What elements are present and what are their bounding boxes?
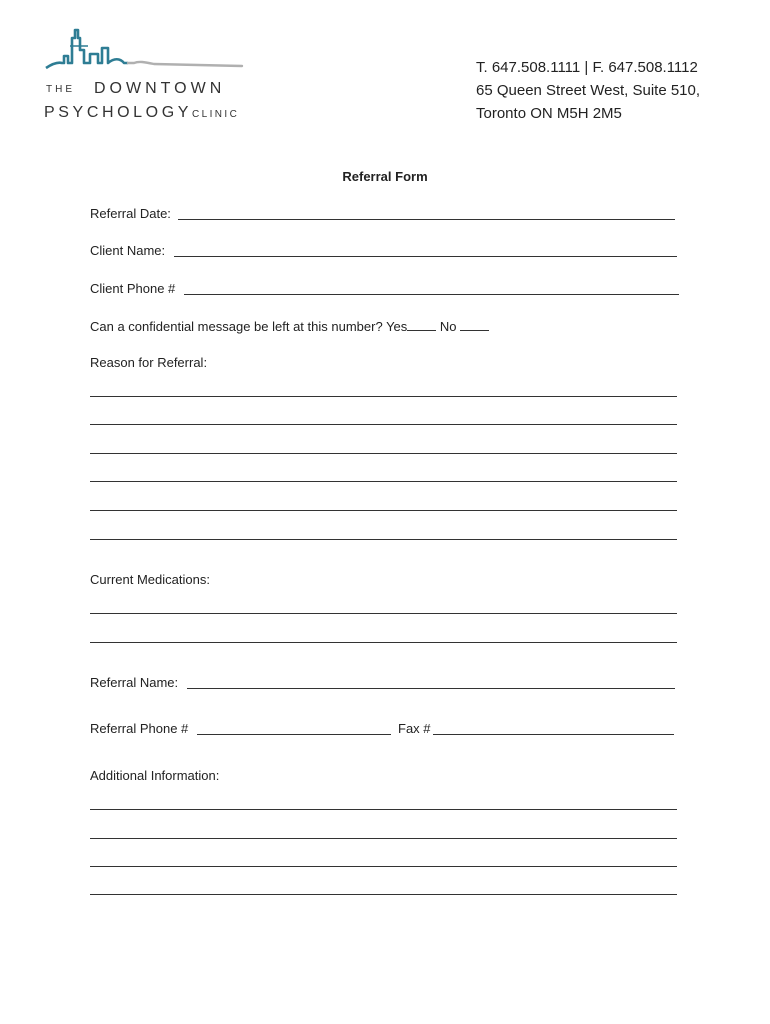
reason-field-line-2[interactable]	[90, 424, 677, 425]
referral-date-row	[90, 206, 171, 221]
additional-info-field-line-1[interactable]	[90, 809, 677, 810]
form-title: Referral Form	[342, 169, 428, 184]
reason-field-line-5[interactable]	[90, 510, 677, 511]
fax-row	[398, 721, 431, 736]
fax-label: Fax #	[398, 721, 431, 736]
client-phone-label: Client Phone #	[90, 281, 176, 296]
contact-info	[476, 56, 700, 125]
referral-name-field[interactable]	[187, 688, 675, 689]
client-name-label: Client Name:	[90, 243, 166, 258]
logo-text-downtown: DOWNTOWN	[94, 80, 226, 97]
confidential-message-row	[90, 318, 489, 334]
logo-psychology: PSYCHOLOGY	[44, 104, 193, 121]
medications-field-line-1[interactable]	[90, 613, 677, 614]
reason-field-line-3[interactable]	[90, 453, 677, 454]
fax-field[interactable]	[433, 734, 674, 735]
medications-label: Current Medications:	[90, 572, 210, 587]
additional-info-row	[90, 768, 219, 783]
referral-date-label: Referral Date:	[90, 206, 171, 221]
client-name-row	[90, 243, 165, 258]
referral-phone-row	[90, 721, 188, 736]
yes-field[interactable]	[407, 318, 436, 331]
reason-field-line-6[interactable]	[90, 539, 677, 540]
referral-date-field[interactable]	[178, 219, 675, 220]
client-name-field[interactable]	[174, 256, 677, 257]
clinic-logo	[44, 28, 254, 128]
medications-field-line-2[interactable]	[90, 642, 677, 643]
confidential-question: Can a confidential message be left at this number?	[90, 319, 383, 334]
referral-phone-label: Referral Phone #	[90, 721, 189, 736]
skyline-icon	[44, 28, 254, 78]
logo-text-psychology	[44, 104, 239, 122]
client-phone-field[interactable]	[184, 294, 679, 295]
reason-label: Reason for Referral:	[90, 355, 208, 370]
reason-row	[90, 355, 207, 370]
logo-text-the: THE	[46, 84, 75, 95]
referral-name-row	[90, 675, 178, 690]
additional-info-field-line-2[interactable]	[90, 838, 677, 839]
client-phone-row	[90, 281, 175, 296]
additional-info-label: Additional Information:	[90, 768, 220, 783]
referral-name-label: Referral Name:	[90, 675, 179, 690]
additional-info-field-line-3[interactable]	[90, 866, 677, 867]
no-label: No	[439, 319, 457, 334]
contact-address-street: 65 Queen Street West, Suite 510,	[476, 82, 701, 99]
reason-field-line-1[interactable]	[90, 396, 677, 397]
yes-label: Yes	[386, 319, 408, 334]
additional-info-field-line-4[interactable]	[90, 894, 677, 895]
medications-row	[90, 572, 210, 587]
contact-address-city: Toronto ON M5H 2M5	[476, 105, 622, 122]
no-field[interactable]	[460, 318, 489, 331]
reason-field-line-4[interactable]	[90, 481, 677, 482]
logo-text-clinic: CLINIC	[192, 109, 240, 120]
referral-phone-field[interactable]	[197, 734, 391, 735]
contact-phone-fax: T. 647.508.1111 | F. 647.508.1112	[476, 59, 698, 76]
